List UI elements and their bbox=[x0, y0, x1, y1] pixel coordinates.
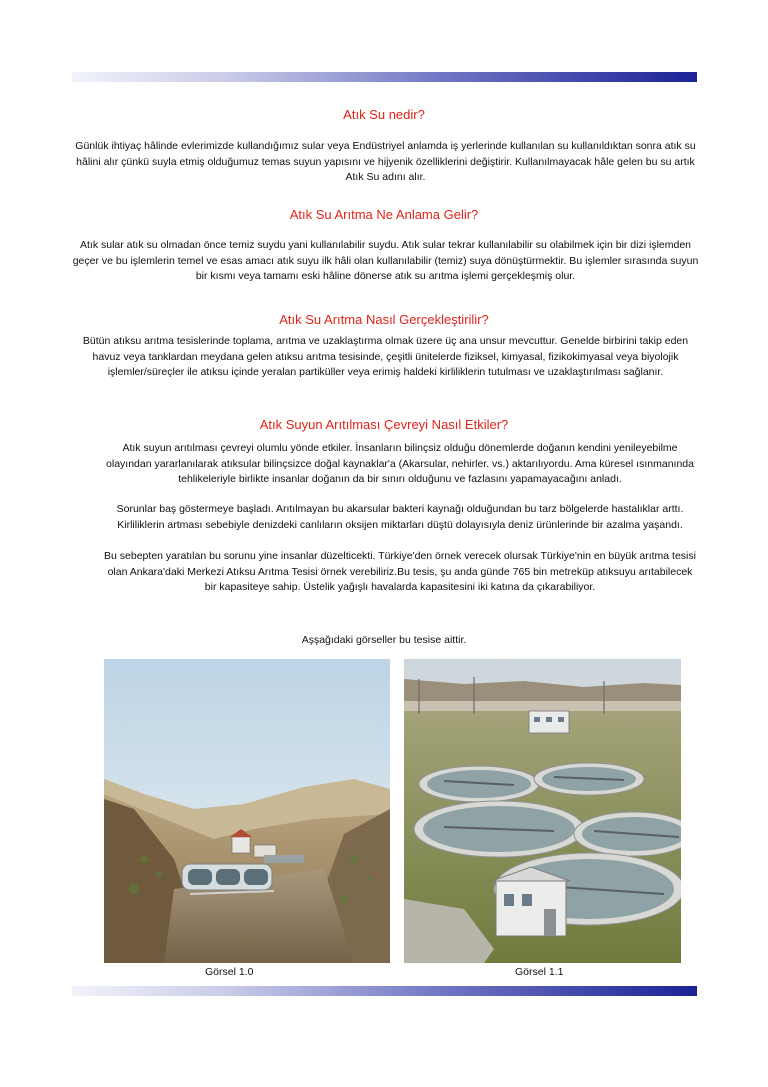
paragraph-environment-effect-3: Bu sebepten yaratılan bu sorunu yine insanlar düzelticekti. Türkiye'den örnek verecek olursak Türkiye'nin en büyük arıtma tesisi olan Ankara'daki Merkezi Atıksu Arıtma Tesisi örnek verebiliriz.Bu tesis, şu anda günde 765 bin metreküp atıksuyu arıtabilecek bir kapasiteye sahip. Üstelik yağışlı havalarda kapasitesini iki katına da çıkarabiliyor. bbox=[104, 550, 696, 593]
paragraph-treatment-meaning: Atık sular atık su olmadan önce temiz suydu yani kullanılabilir suydu. Atık sular tekrar kullanılabilir su olabilmek için bir dizi işlemden geçer ve bu işlemlerin temel ve esas amacı atık suyu ilk hâli olan kullanılabilir (temiz) suya dönüştürmektir. Bu işlemler sırasında suyun bir kısmı veya tamamı eski hâline dönerse atık su arıtma işlemi gerçekleşmiş olur. bbox=[72, 239, 699, 282]
heading-what-is-wastewater: Atık Su nedir? bbox=[343, 107, 425, 122]
treatment-plant-photo-1 bbox=[104, 659, 390, 963]
footer-gradient-bar bbox=[72, 986, 697, 996]
paragraph-what-is-wastewater: Günlük ihtiyaç hâlinde evlerimizde kullandığımız sular veya Endüstriyel anlamda iş yerlerinde kullanılan su kullanıldıktan sonra atık su hâlini alır çünkü suyla etmiş olduğumuz temas suyun yapısını ve hijyenik özelliklerini değiştirir. Kullanılmayacak hâle gelen bu su artık Atık Su adını alır. bbox=[75, 140, 696, 183]
paragraph-environment-effect-2: Sorunlar baş göstermeye başladı. Arıtılmayan bu akarsular bakteri kaynağı olduğundan bu tarz bölgelerde hastalıklar arttı. Kirliliklerin artması sebebiyle denizdeki canlıların oksijen miktarları düştü dolayısıyla deniz ürünlerinde bir azalma yaşandı. bbox=[116, 503, 684, 531]
paragraph-environment-effect-1: Atık suyun arıtılması çevreyi olumlu yönde etkiler. İnsanların bilinçsiz olduğu dönemlerde doğanın kendini yenileyebilme olayından yararlanılarak atıksular bilinçsizce doğal kaynaklar'a (Akarsular, nehirler. vs.) aktarılıyordu. Ama küresel ısınmanında tehlikeleriyle birlikte insanlar doğanın da bir sınırı olduğunu ve fazlasını yapamayacağını anladı. bbox=[106, 442, 694, 485]
figure-caption-1: Görsel 1.0 bbox=[205, 966, 254, 978]
heading-treatment-meaning: Atık Su Arıtma Ne Anlama Gelir? bbox=[289, 207, 479, 222]
heading-environment-effect: Atık Suyun Arıtılması Çevreyi Nasıl Etkiler? bbox=[259, 417, 509, 432]
treatment-plant-photo-2 bbox=[404, 659, 681, 963]
images-intro-text: Aşşağıdaki görseller bu tesise aittir. bbox=[301, 634, 467, 646]
heading-how-treatment: Atık Su Arıtma Nasıl Gerçekleştirilir? bbox=[279, 312, 489, 327]
paragraph-how-treatment: Bütün atıksu arıtma tesislerinde toplama, arıtma ve uzaklaştırma olmak üzere üç ana unsur mevcuttur. Genelde birbirini takip eden havuz veya tanklardan meydana gelen atıksu arıtma tesisinde, çeşitli ünitelerde fiziksel, kimyasal, fizikokimyasal veya biyolojik işlemler/süreçler ile atıksu içinde yeralan partiküller veya erimiş haldeki kirliliklerin tutulması ve uzaklaştırılması sağlanır. bbox=[82, 335, 689, 378]
header-gradient-bar bbox=[72, 72, 697, 82]
figure-caption-2: Görsel 1.1 bbox=[515, 966, 564, 978]
